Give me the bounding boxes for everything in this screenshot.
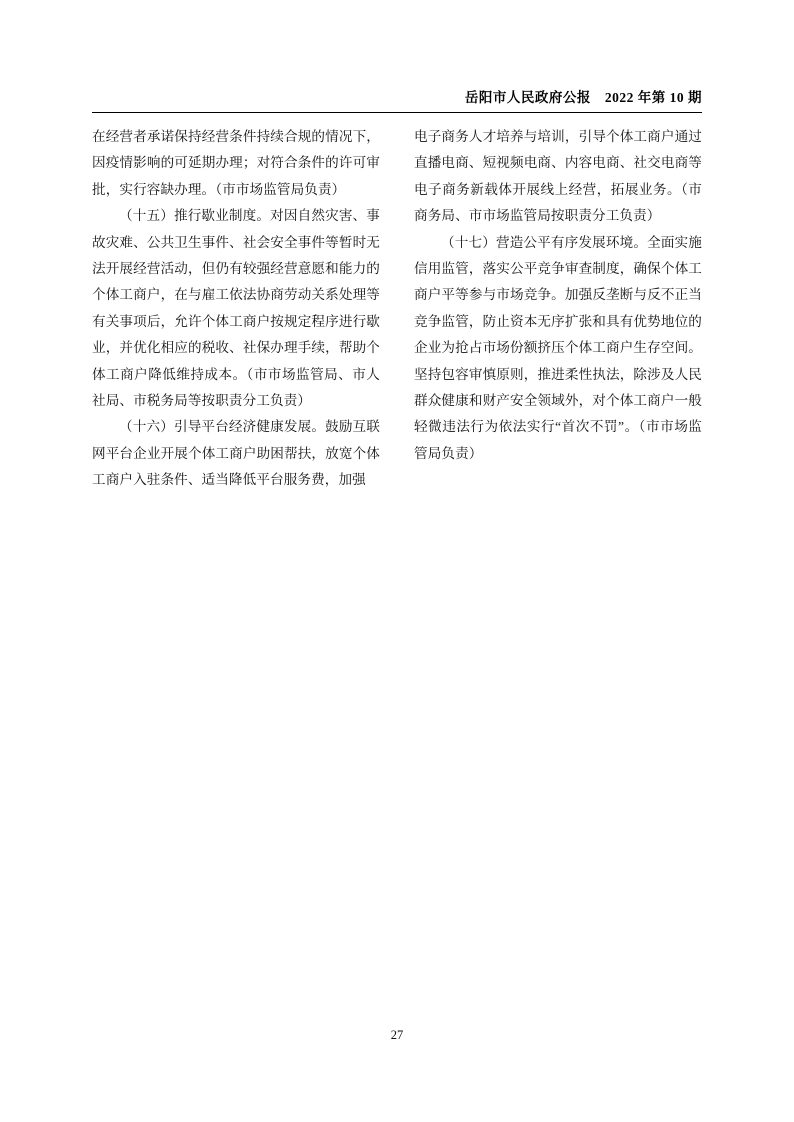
right-column bbox=[414, 124, 702, 494]
paragraph: 在经营者承诺保持经营条件持续合规的情况下，因疫情影响的可延期办理；对符合条件的许可审批，实行容缺办理。（市市场监管局负责） bbox=[92, 129, 380, 197]
page-number: 27 bbox=[390, 1028, 404, 1042]
paragraph: （十五）推行歇业制度。对因自然灾害、事故灾难、公共卫生事件、社会安全事件等暂时无法开展经营活动，但仍有较强经营意愿和能力的个体工商户，在与雇工依法协商劳动关系处理等有关事项后，允许个体工商户按规定程序进行歇业，并优化相应的税收、社保办理手续，帮助个体工商户降低维持成本。（市市场监管局、市人社局、市税务局等按职责分工负责） bbox=[92, 208, 380, 409]
paragraph: 电子商务人才培养与培训，引导个体工商户通过直播电商、短视频电商、内容电商、社交电商等电子商务新载体开展线上经营，拓展业务。（市商务局、市市场监管局按职责分工负责） bbox=[414, 129, 702, 224]
header-divider bbox=[92, 112, 702, 113]
paragraph: （十七）营造公平有序发展环境。全面实施信用监管，落实公平竞争审查制度，确保个体工商户平等参与市场竞争。加强反垄断与反不正当竞争监管，防止资本无序扩张和具有优势地位的企业为抢占市场份额挤压个体工商户生存空间。坚持包容审慎原则，推进柔性执法，除涉及人民群众健康和财产安全领域外，对个体工商户一般轻微违法行为依法实行“首次不罚”。（市市场监管局负责） bbox=[414, 234, 702, 461]
paragraph: （十六）引导平台经济健康发展。鼓励互联网平台企业开展个体工商户助困帮扶，放宽个体工商户入驻条件、适当降低平台服务费，加强 bbox=[92, 419, 380, 488]
body-columns bbox=[92, 124, 702, 494]
header-publication-title: 岳阳市人民政府公报 bbox=[464, 90, 591, 105]
page-header bbox=[92, 86, 702, 106]
header-issue: 2022 年第 10 期 bbox=[604, 90, 702, 105]
left-column bbox=[92, 124, 380, 494]
